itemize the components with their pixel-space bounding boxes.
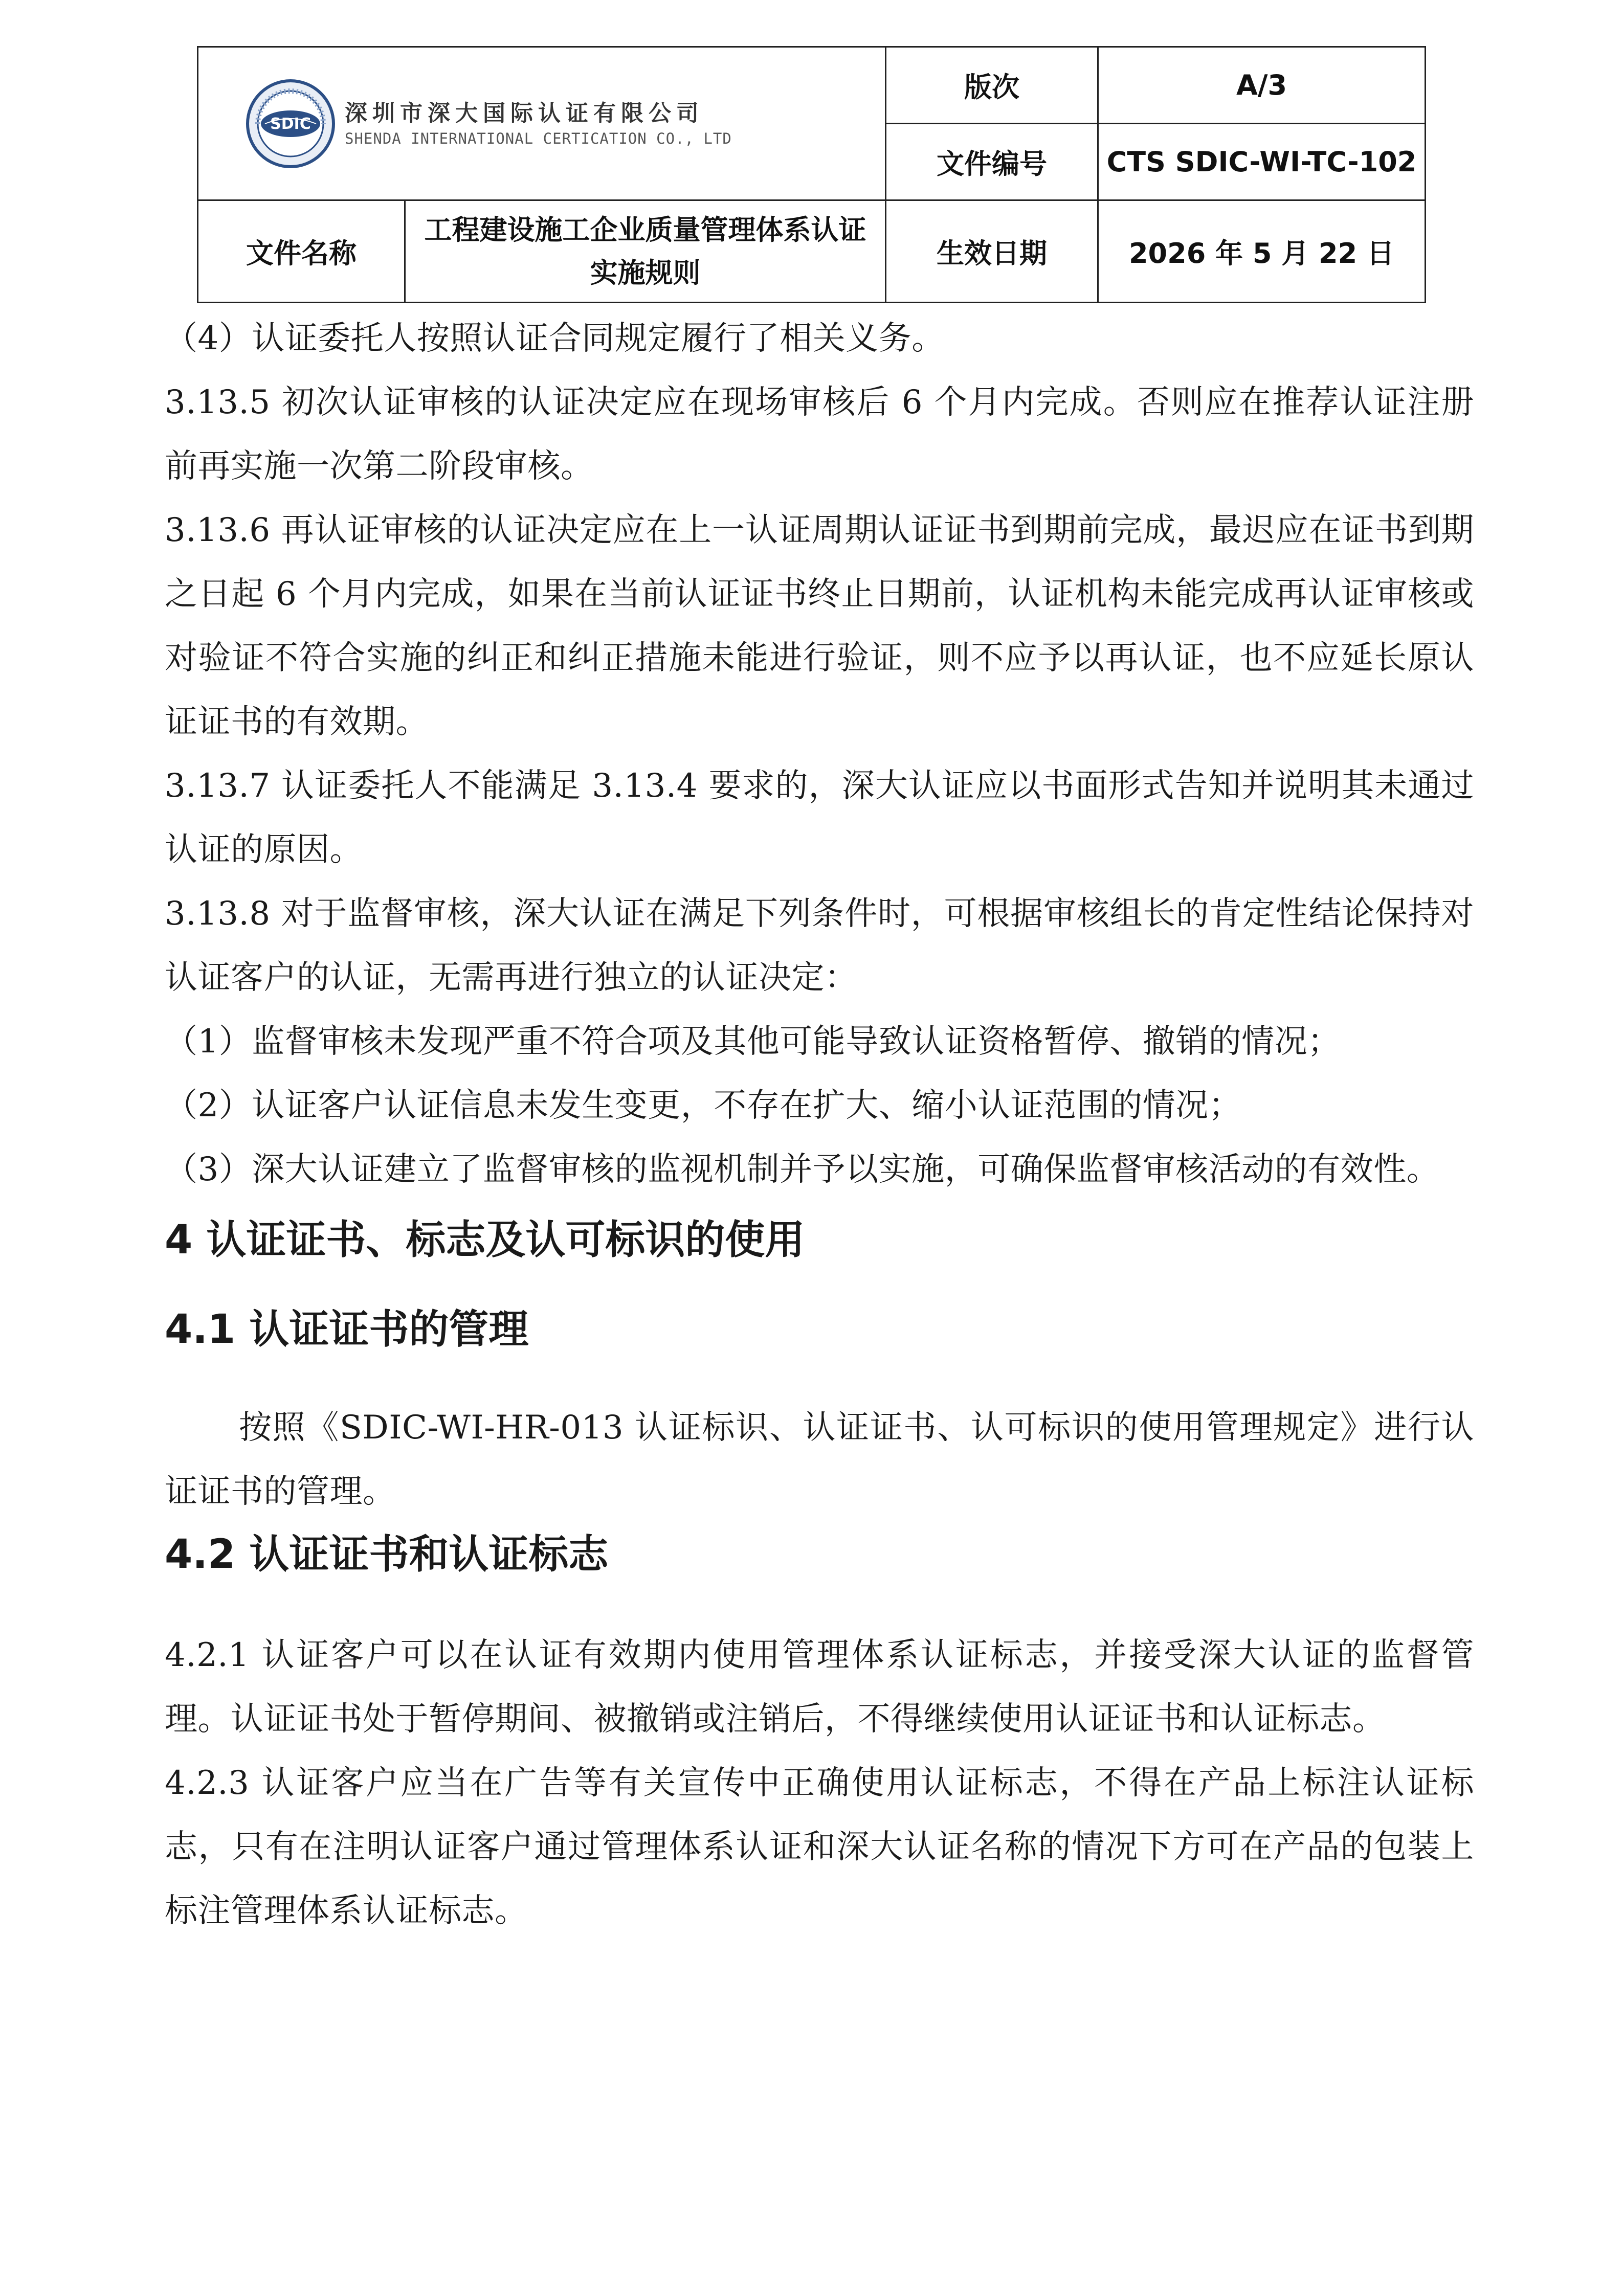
doc-number-label: 文件编号 — [886, 124, 1098, 200]
subsection-heading: 4.1 认证证书的管理 — [165, 1307, 529, 1353]
document-header-table — [197, 46, 1426, 303]
paragraph: 3.13.8 对于监督审核，深大认证在满足下列条件时，可根据审核组长的肯定性结论保持对认证客户的认证，无需再进行独立的认证决定： — [165, 895, 1474, 997]
list-item: （2）认证客户认证信息未发生变更，不存在扩大、缩小认证范围的情况； — [165, 1087, 1242, 1124]
paragraph: 4.2.3 认证客户应当在广告等有关宣传中正确使用认证标志，不得在产品上标注认证标志，只有在注明认证客户通过管理体系认证和深大认证名称的情况下方可在产品的包装上标注管理体系认证标志。 — [165, 1764, 1474, 1930]
paragraph: 3.13.5 初次认证审核的认证决定应在现场审核后 6 个月内完成。否则应在推荐认证注册前再实施一次第二阶段审核。 — [165, 384, 1474, 485]
paragraph: （4）认证委托人按照认证合同规定履行了相关义务。 — [165, 320, 945, 357]
doc-name-label: 文件名称 — [198, 200, 405, 303]
effective-date-value: 2026 年 5 月 22 日 — [1098, 200, 1426, 303]
paragraph: 4.2.1 认证客户可以在认证有效期内使用管理体系认证标志，并接受深大认证的监督管理。认证证书处于暂停期间、被撤销或注销后，不得继续使用认证证书和认证标志。 — [165, 1636, 1474, 1738]
doc-number-value: CTS SDIC-WI-TC-102 — [1098, 124, 1426, 200]
paragraph: 3.13.7 认证委托人不能满足 3.13.4 要求的，深大认证应以书面形式告知并说明其未通过认证的原因。 — [165, 767, 1474, 869]
company-logo-cell — [198, 47, 886, 200]
version-label: 版次 — [886, 47, 1098, 124]
list-item: （1）监督审核未发现严重不符合项及其他可能导致认证资格暂停、撤销的情况； — [165, 1023, 1341, 1061]
section-heading: 4 认证证书、标志及认可标识的使用 — [165, 1217, 805, 1263]
doc-name-value: 工程建设施工企业质量管理体系认证实施规则 — [405, 200, 886, 303]
paragraph: 按照《SDIC-WI-HR-013 认证标识、认证证书、认可标识的使用管理规定》进行认证证书的管理。 — [165, 1409, 1474, 1511]
company-name-cn: 深圳市深大国际认证有限公司 — [345, 100, 704, 127]
effective-date-label: 生效日期 — [886, 200, 1098, 303]
sdic-seal-logo — [244, 78, 337, 170]
company-name-en: SHENDA INTERNATIONAL CERTICATION CO., LTD — [345, 129, 732, 147]
document-body — [165, 307, 1474, 1943]
list-item: （3）深大认证建立了监督审核的监视机制并予以实施，可确保监督审核活动的有效性。 — [165, 1151, 1440, 1188]
logo-text: SDIC — [270, 115, 311, 133]
subsection-heading: 4.2 认证证书和认证标志 — [165, 1532, 609, 1578]
version-value: A/3 — [1098, 47, 1426, 124]
paragraph: 3.13.6 再认证审核的认证决定应在上一认证周期认证证书到期前完成，最迟应在证书到期之日起 6 个月内完成，如果在当前认证证书终止日期前，认证机构未能完成再认证审核或对验证不符合实施的纠正和纠正措施未能进行验证，则不应予以再认证，也不应延长原认证证书的有效期。 — [165, 511, 1474, 741]
